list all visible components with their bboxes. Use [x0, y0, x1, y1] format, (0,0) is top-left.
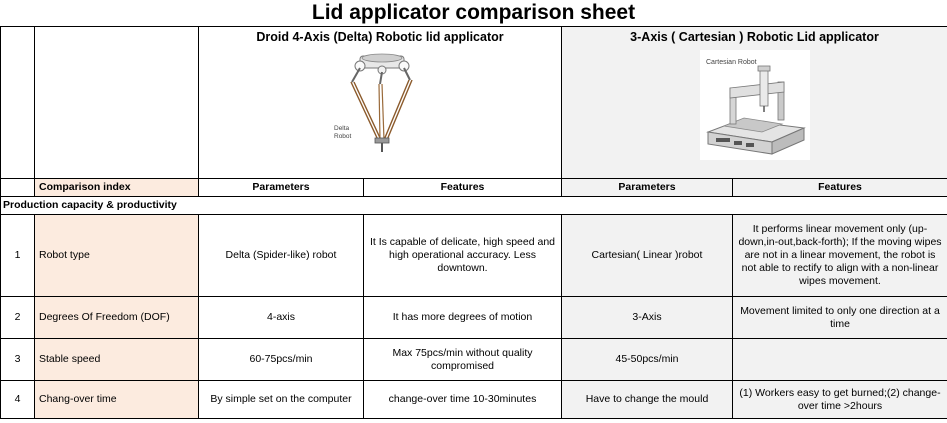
- cartesian-caption: Cartesian Robot: [705, 59, 757, 66]
- product-cartesian-name: 3-Axis ( Cartesian ) Robotic Lid applicator: [630, 30, 879, 44]
- row-index-label: Stable speed: [35, 339, 199, 381]
- row-number: 1: [1, 215, 35, 297]
- sheet-title: Lid applicator comparison sheet: [311, 1, 636, 24]
- delta-parameter: 60-75pcs/min: [199, 339, 364, 381]
- table-row: [1, 339, 947, 381]
- header-cartesian-features: Features: [733, 179, 947, 197]
- cartesian-feature: It performs linear movement only (up-down,in-out,back-forth); If the moving wipes are not in a linear movement, the robot is not able to rectify to align with a non-linear wipes movement.: [733, 215, 947, 297]
- delta-parameter: Delta (Spider-like) robot: [199, 215, 364, 297]
- delta-robot-image: [330, 50, 430, 156]
- cartesian-parameter: 45-50pcs/min: [562, 339, 733, 381]
- product-delta-name: Droid 4-Axis (Delta) Robotic lid applicator: [256, 30, 504, 44]
- table-row: [1, 297, 947, 339]
- column-header-row: [1, 179, 947, 197]
- cartesian-parameter: 3-Axis: [562, 297, 733, 339]
- cartesian-feature: [733, 339, 947, 381]
- table-row: [1, 215, 947, 297]
- delta-caption-line2: Robot: [334, 133, 352, 140]
- product-delta: [199, 27, 562, 179]
- cartesian-parameter: Cartesian( Linear )robot: [562, 215, 733, 297]
- row-index-label: Chang-over time: [35, 381, 199, 419]
- product-cartesian: [562, 27, 947, 179]
- header-comparison-index: Comparison index: [35, 179, 199, 197]
- row-index-label: Robot type: [35, 215, 199, 297]
- row-number: 2: [1, 297, 35, 339]
- header-delta-parameters: Parameters: [199, 179, 364, 197]
- blank-corner-cell: [1, 27, 35, 179]
- row-index-label: Degrees Of Freedom (DOF): [35, 297, 199, 339]
- header-num-cell: [1, 179, 35, 197]
- cartesian-parameter: Have to change the mould: [562, 381, 733, 419]
- delta-feature: It has more degrees of motion: [364, 297, 562, 339]
- row-number: 3: [1, 339, 35, 381]
- delta-parameter: By simple set on the computer: [199, 381, 364, 419]
- delta-caption-line1: Delta: [334, 125, 350, 132]
- delta-feature: change-over time 10-30minutes: [364, 381, 562, 419]
- header-cartesian-parameters: Parameters: [562, 179, 733, 197]
- section-row: [1, 197, 947, 215]
- section-production-capacity: Production capacity & productivity: [1, 197, 947, 215]
- delta-feature: Max 75pcs/min without quality compromised: [364, 339, 562, 381]
- table-row: [1, 381, 947, 419]
- blank-index-cell: [35, 27, 199, 179]
- delta-parameter: 4-axis: [199, 297, 364, 339]
- delta-feature: It Is capable of delicate, high speed and high operational accuracy. Less downtown.: [364, 215, 562, 297]
- comparison-table: [0, 26, 947, 419]
- product-row: [1, 27, 947, 179]
- row-number: 4: [1, 381, 35, 419]
- cartesian-feature: Movement limited to only one direction at a time: [733, 297, 947, 339]
- header-delta-features: Features: [364, 179, 562, 197]
- cartesian-robot-image: [700, 50, 810, 160]
- cartesian-feature: (1) Workers easy to get burned;(2) change-over time >2hours: [733, 381, 947, 419]
